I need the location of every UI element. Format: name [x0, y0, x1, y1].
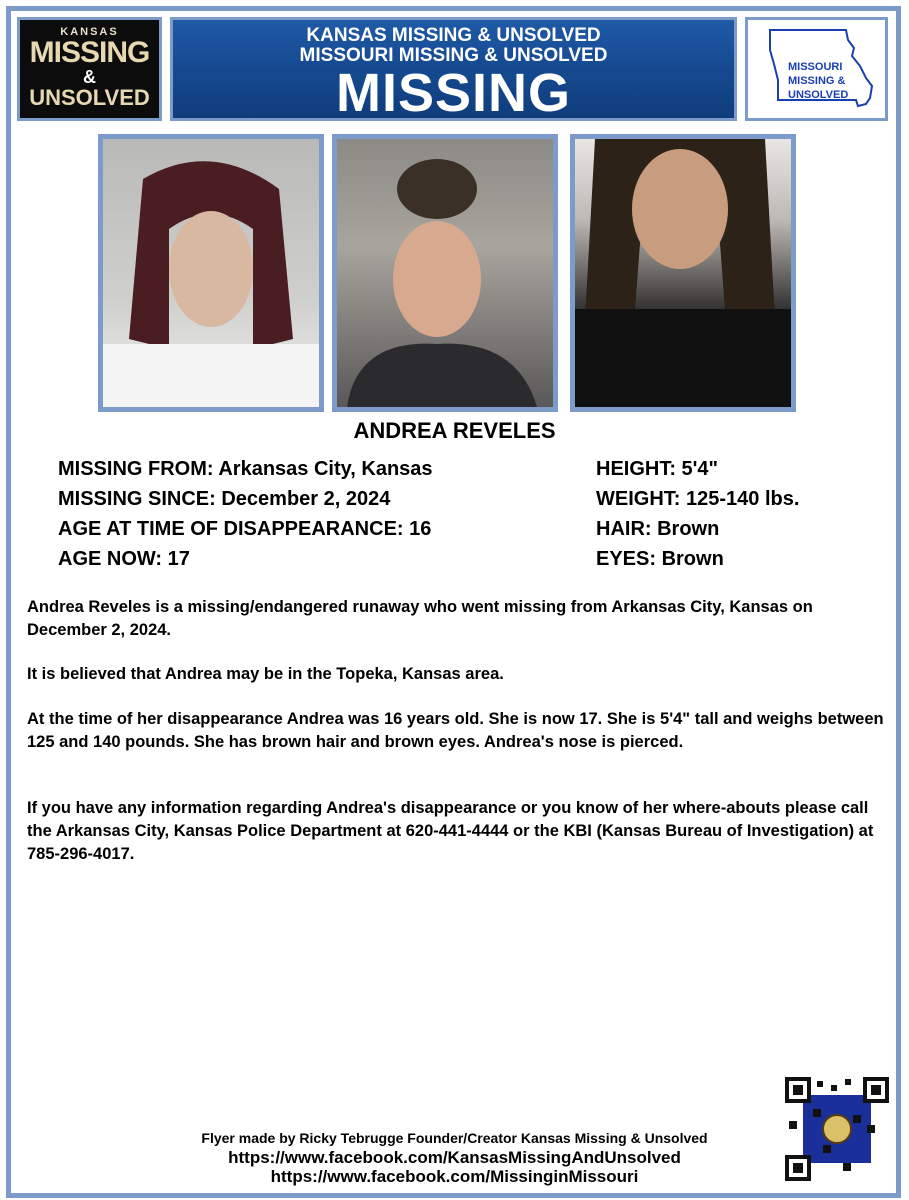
- photo-2: [332, 134, 558, 412]
- hair-color: HAIR: Brown: [596, 518, 720, 540]
- person-name: ANDREA REVELES: [353, 418, 556, 443]
- eye-color: EYES: Brown: [596, 548, 724, 570]
- banner-missouri-line: MISSOURI MISSING & UNSOLVED: [299, 45, 608, 66]
- missouri-logo-line2: MISSING &: [788, 75, 846, 87]
- banner-kansas-line: KANSAS MISSING & UNSOLVED: [306, 25, 601, 46]
- portrait-1-image: [103, 139, 319, 407]
- qr-code-icon: [783, 1075, 891, 1183]
- logo-missing-text: MISSING: [29, 36, 150, 69]
- contact-paragraph: If you have any information regarding Andrea's disappearance or you know of her where-abouts please call the Arkansas City, Kansas Police Department at 620-441-4444 or the KBI (Kansas Bureau of Investigation) at 785-296-4017.: [27, 799, 874, 863]
- portrait-3-image: [575, 139, 791, 407]
- weight: WEIGHT: 125-140 lbs.: [596, 488, 800, 510]
- facebook-link-missouri[interactable]: https://www.facebook.com/MissinginMissouri: [270, 1167, 639, 1186]
- banner-missing-title: MISSING: [335, 63, 572, 123]
- portrait-2-image: [337, 139, 553, 407]
- missouri-logo-line3: UNSOLVED: [788, 89, 849, 101]
- qr-code[interactable]: [783, 1075, 891, 1183]
- age-now: AGE NOW: 17: [58, 548, 190, 570]
- header-banner: [170, 17, 737, 121]
- missouri-logo-text: [788, 60, 848, 102]
- height: HEIGHT: 5'4": [596, 458, 719, 480]
- missouri-missing-logo: [745, 17, 888, 121]
- flyer-credit: Flyer made by Ricky Tebrugge Founder/Creator Kansas Missing & Unsolved: [201, 1130, 708, 1146]
- description-paragraph-2: It is believed that Andrea may be in the Topeka, Kansas area.: [27, 665, 504, 683]
- description-paragraph-1: Andrea Reveles is a missing/endangered runaway who went missing from Arkansas City, Kansas on December 2, 2024.: [27, 598, 813, 639]
- age-at-disappearance: AGE AT TIME OF DISAPPEARANCE: 16: [58, 518, 432, 540]
- photo-3: [570, 134, 796, 412]
- description-paragraph-3: At the time of her disappearance Andrea was 16 years old. She is now 17. She is 5'4" tall and weighs between 125 and 140 pounds. She has brown hair and brown eyes. Andrea's nose is pierced.: [27, 710, 884, 751]
- logo-kansas-text: KANSAS: [60, 26, 119, 38]
- kansas-missing-logo: [17, 17, 162, 121]
- photo-1: [98, 134, 324, 412]
- facebook-link-kansas[interactable]: https://www.facebook.com/KansasMissingAndUnsolved: [228, 1148, 681, 1167]
- logo-amp-text: &: [83, 67, 96, 87]
- missing-since: MISSING SINCE: December 2, 2024: [58, 488, 391, 510]
- logo-unsolved-text: UNSOLVED: [29, 85, 150, 110]
- missing-from: MISSING FROM: Arkansas City, Kansas: [58, 458, 433, 480]
- missouri-logo-line1: MISSOURI: [788, 61, 843, 73]
